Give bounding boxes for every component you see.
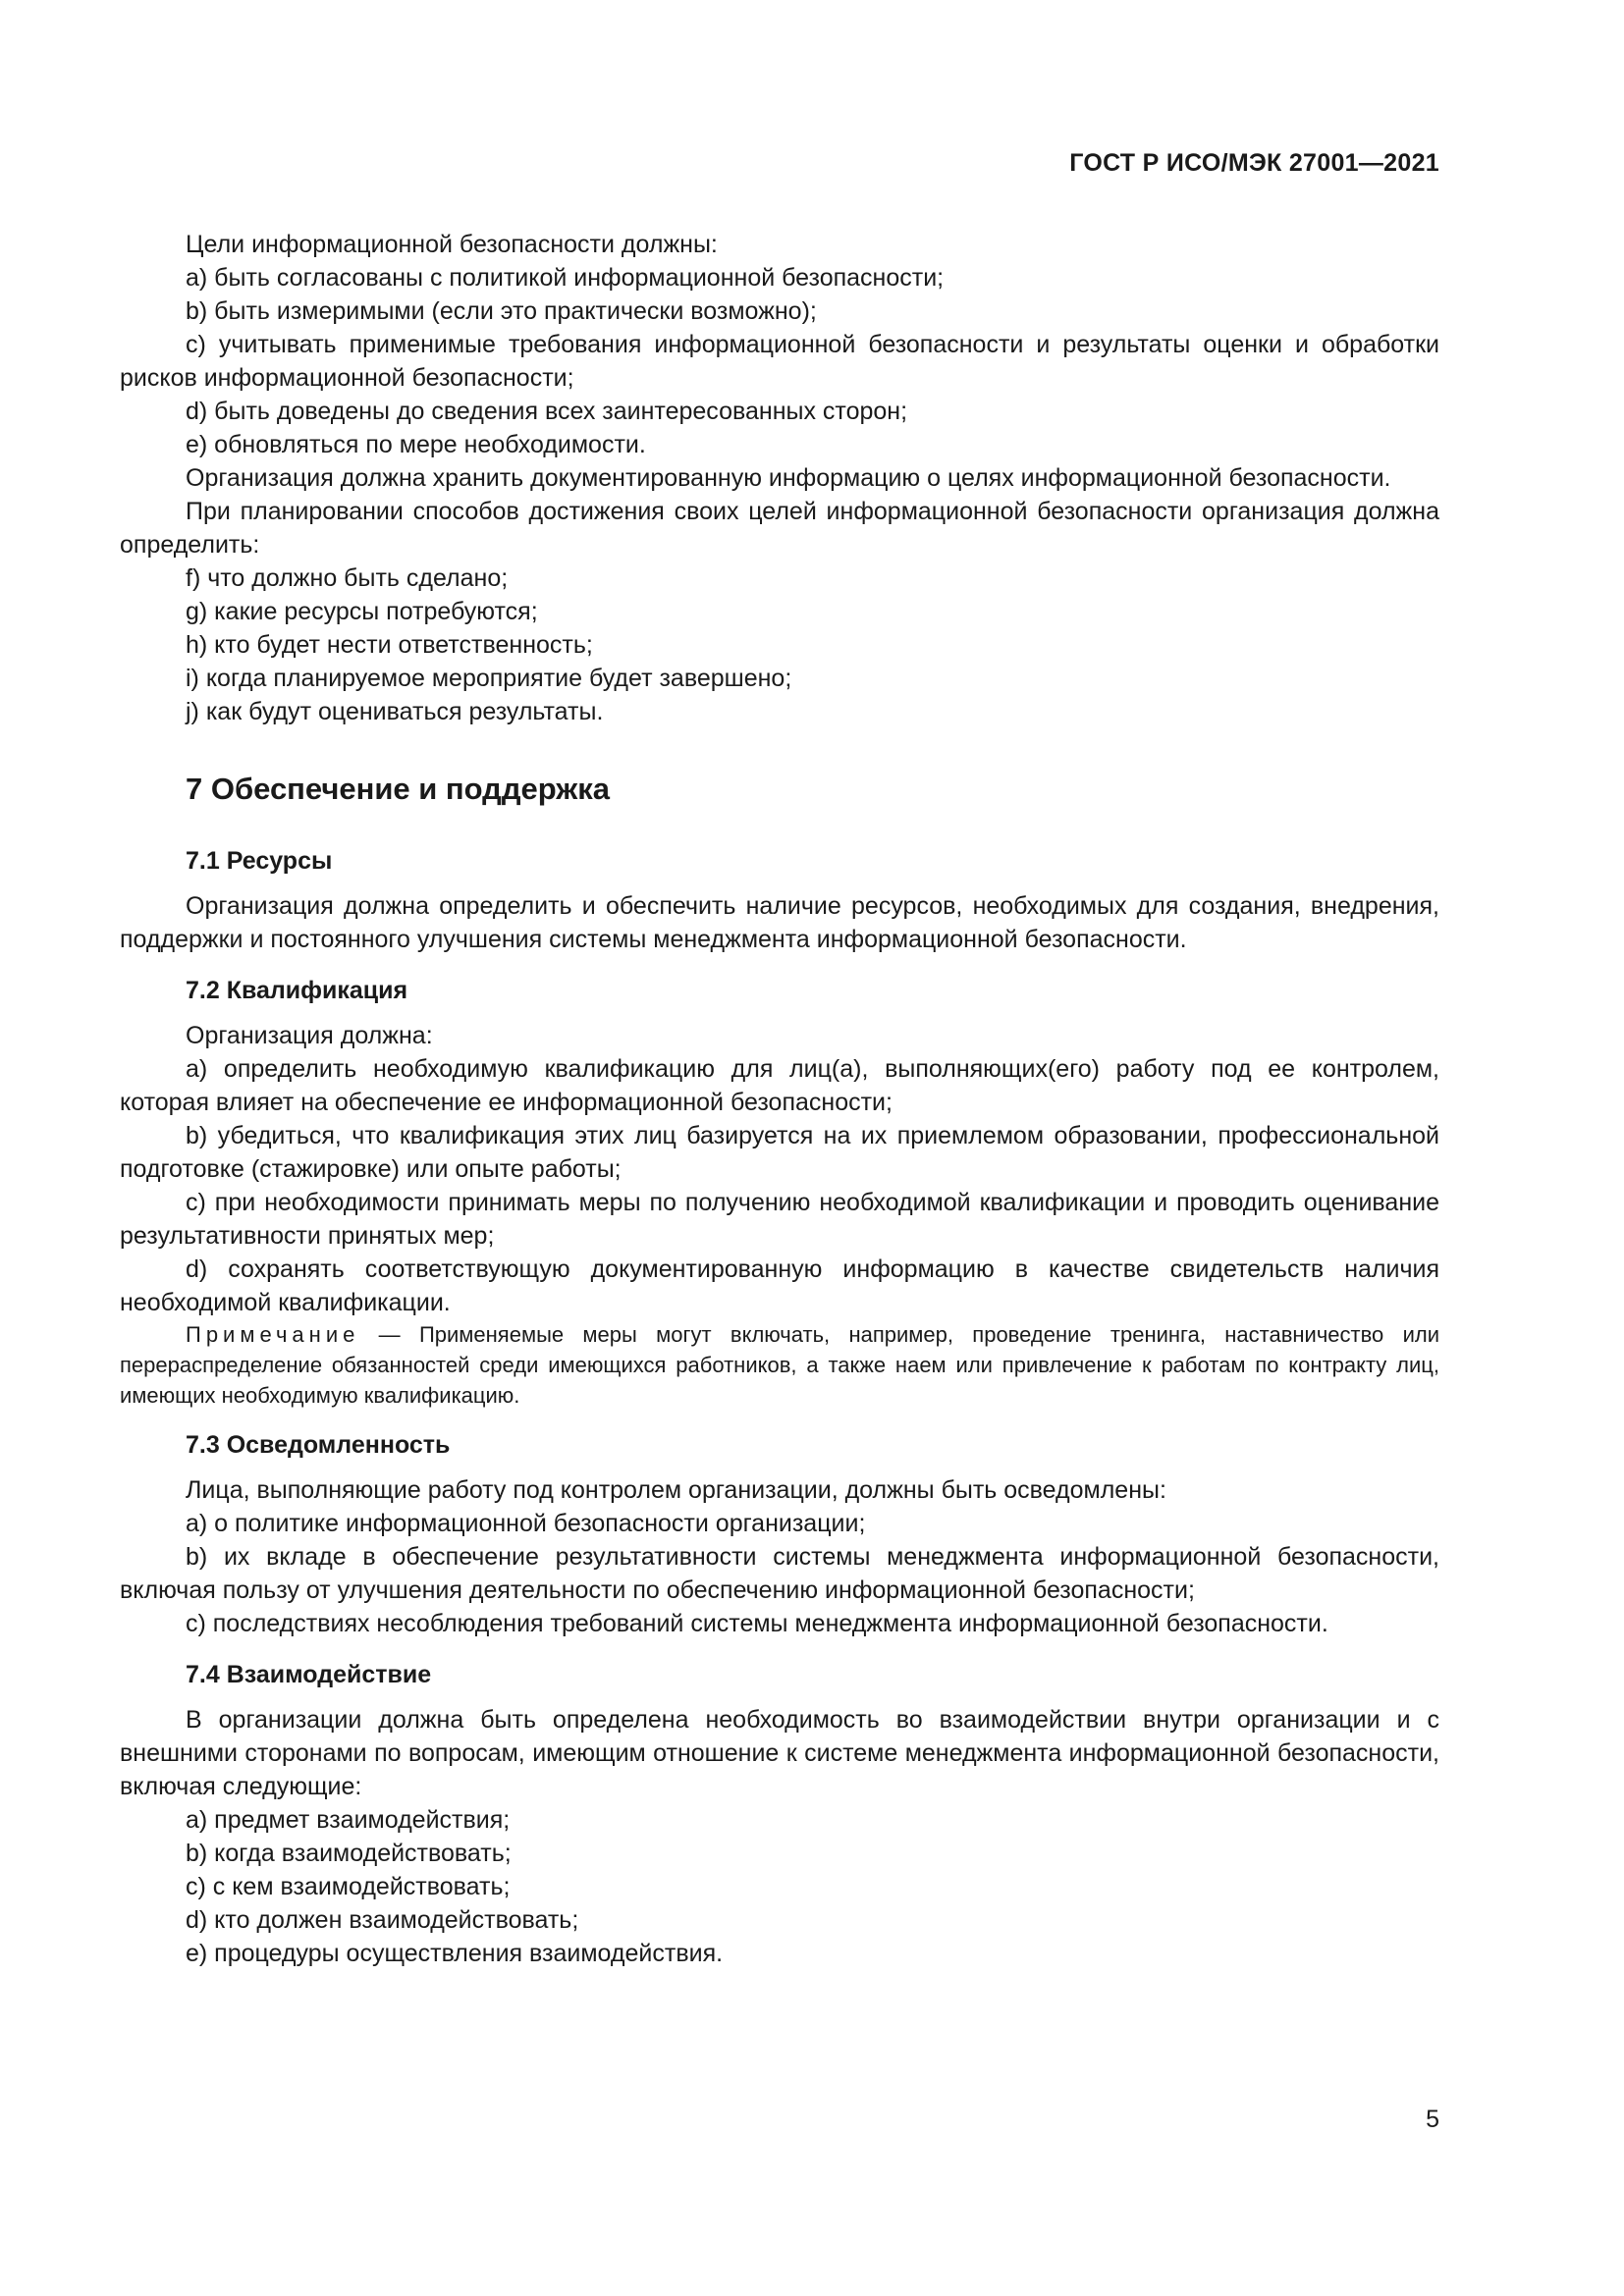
objectives-item-c: c) учитывать применимые требования информационной безопасности и результаты оценки и обработки рисков информационной безопасности; (120, 331, 1439, 392)
competence-item-a: a) определить необходимую квалификацию для лиц(а), выполняющих(его) работу под ее контролем, которая влияет на обеспечение ее информационной безопасности; (120, 1055, 1439, 1116)
section-7-2-heading: 7.2 Квалификация (186, 977, 408, 1004)
communication-item-e: e) процедуры осуществления взаимодействия. (186, 1940, 724, 1967)
planning-item-g: g) какие ресурсы потребуются; (186, 598, 538, 625)
communication-item-d: d) кто должен взаимодействовать; (186, 1906, 579, 1934)
objectives-item-a: a) быть согласованы с политикой информационной безопасности; (186, 264, 945, 292)
section-7-3-heading: 7.3 Осведомленность (186, 1431, 451, 1459)
objectives-item-b: b) быть измеримыми (если это практически возможно); (186, 297, 817, 325)
section-7-4-heading: 7.4 Взаимодействие (186, 1661, 432, 1688)
objectives-item-e: e) обновляться по мере необходимости. (186, 431, 646, 458)
standard-header: ГОСТ Р ИСО/МЭК 27001—2021 (1069, 149, 1439, 177)
awareness-item-a: a) о политике информационной безопасности организации; (186, 1510, 866, 1537)
planning-paragraph: При планировании способов достижения своих целей информационной безопасности организация должна определить: (120, 498, 1439, 559)
objectives-lead: Цели информационной безопасности должны: (186, 231, 718, 258)
competence-item-d: d) сохранять соответствующую документированную информацию в качестве свидетельств наличия необходимой квалификации. (120, 1255, 1439, 1316)
section-7-heading: 7 Обеспечение и поддержка (186, 772, 611, 806)
planning-item-h: h) кто будет нести ответственность; (186, 631, 593, 659)
awareness-lead: Лица, выполняющие работу под контролем организации, должны быть осведомлены: (186, 1476, 1166, 1504)
document-body (120, 228, 1439, 1970)
awareness-item-c: c) последствиях несоблюдения требований системы менеджмента информационной безопасности. (186, 1610, 1328, 1637)
note-text: — Применяемые меры могут включать, например, проведение тренинга, наставничество или перераспределение обязанностей среди имеющихся работников, а также наем или привлечение к работам по контракту лиц, имеющих необходимую квалификацию. (120, 1322, 1439, 1408)
planning-item-i: i) когда планируемое мероприятие будет завершено; (186, 665, 792, 692)
note-label: Примечание (186, 1322, 360, 1347)
awareness-item-b: b) их вкладе в обеспечение результативности системы менеджмента информационной безопасности, включая пользу от улучшения деятельности по обеспечению информационной безопасности; (120, 1543, 1439, 1604)
competence-item-c: c) при необходимости принимать меры по получению необходимой квалификации и проводить оценивание результативности принятых мер; (120, 1189, 1439, 1250)
resources-paragraph: Организация должна определить и обеспечить наличие ресурсов, необходимых для создания, внедрения, поддержки и постоянного улучшения системы менеджмента информационной безопасности. (120, 892, 1439, 953)
communication-item-b: b) когда взаимодействовать; (186, 1840, 512, 1867)
competence-item-b: b) убедиться, что квалификация этих лиц базируется на их приемлемом образовании, профессиональной подготовке (стажировке) или опыте работы; (120, 1122, 1439, 1183)
competence-note (120, 1319, 1439, 1411)
section-7-1-heading: 7.1 Ресурсы (186, 847, 333, 875)
communication-item-a: a) предмет взаимодействия; (186, 1806, 511, 1834)
objectives-item-d: d) быть доведены до сведения всех заинтересованных сторон; (186, 398, 908, 425)
planning-item-j: j) как будут оцениваться результаты. (186, 698, 604, 725)
page-number: 5 (1426, 2106, 1439, 2133)
competence-lead: Организация должна: (186, 1022, 433, 1049)
communication-item-c: c) с кем взаимодействовать; (186, 1873, 511, 1900)
communication-lead: В организации должна быть определена необходимость во взаимодействии внутри организации и с внешними сторонами по вопросам, имеющим отношение к системе менеджмента информационной безопасности, включая следующие: (120, 1706, 1439, 1800)
records-paragraph: Организация должна хранить документированную информацию о целях информационной безопасности. (186, 464, 1391, 492)
planning-item-f: f) что должно быть сделано; (186, 564, 509, 592)
